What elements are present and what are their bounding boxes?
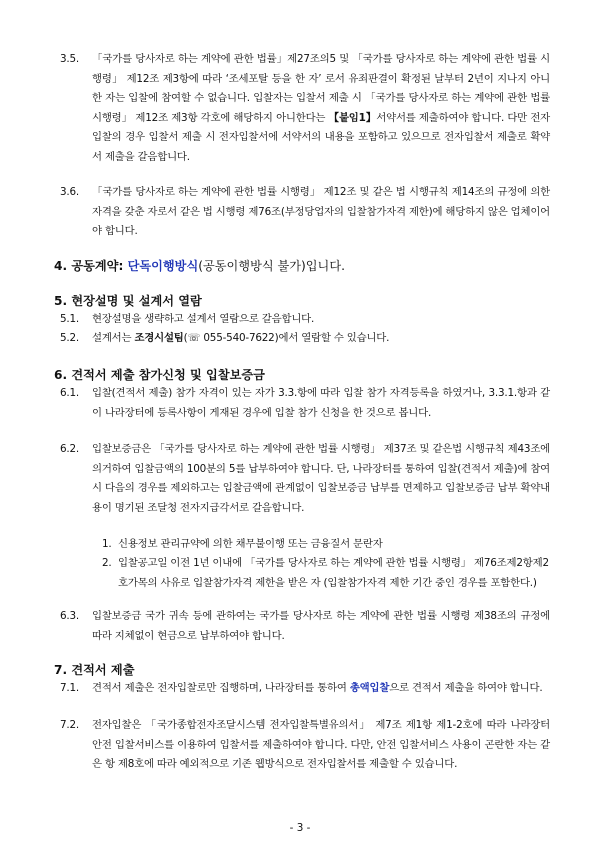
- clause-text: 견적서 제출은 전자입찰로만 집행하며, 나라장터를 통하여: [92, 682, 350, 694]
- clause-text: 입찰보증금은 「국가를 당사자로 하는 계약에 관한 법률 시행령」 제37조 및 같은법 시행규칙 제43조에 의거하여 입찰금액의 100분의 5를 납부하여야 합니다. 단, 나라장터를 통하여 입찰(견적서 제출)에 참여 시 다음의 경우를 제외하고는 입찰금액에 관계없이 입찰보증금 납부를 면제하고 입찰보증금 납부 확약내용이 명기된 조달청 전자지급각서로 갈음합니다.: [92, 443, 550, 514]
- clause-number: 3.6.: [60, 186, 80, 198]
- clause-number: 3.5.: [60, 53, 80, 65]
- clause-6-2: [60, 440, 550, 518]
- list-item: [102, 535, 557, 555]
- clause-7-1: [60, 679, 550, 699]
- clause-text: 전자입찰은 「국가종합전자조달시스템 전자입찰특별유의서」 제7조 제1항 제1-2호에 따라 나라장터 안전 입찰서비스를 이용하여 입찰서를 제출하여야 합니다. 다만, 안전 입찰서비스 사용이 곤란한 자는 같은 항 제8호에 따라 예외적으로 기존 웹방식으로 전자입찰서를 제출할 수 있습니다.: [92, 719, 550, 771]
- clause-7-2: [60, 716, 550, 775]
- clause-number: 6.2.: [60, 443, 80, 455]
- highlighted-term: 총액입찰: [349, 682, 390, 694]
- clause-5-1: [60, 310, 550, 330]
- team-name: 조경시설팀: [134, 332, 184, 344]
- clause-text: 현장설명을 생략하고 설계서 열람으로 갈음합니다.: [92, 313, 315, 325]
- list-item-number: 2.: [102, 557, 112, 569]
- list-item: [102, 554, 557, 593]
- clause-text: 입찰(견적서 제출) 참가 자격이 있는 자가 3.3.항에 따라 입찰 참가 자격등록을 하였거나, 3.3.1.항과 같이 나라장터에 등록사항이 게재된 경우에 입찰 참가 신청을 한 것으로 봅니다.: [92, 387, 550, 419]
- clause-text: 서약서를 제출하여야 합니다. 다만 전자입찰의 경우 입찰서 제출 시 전자입찰서에 서약서의 내용을 포함하고 있으므로 전자입찰서 제출로 확약서 제출을 갈음합니다.: [92, 111, 551, 163]
- section-5-heading: 5. 현장설명 및 설계서 열람: [54, 294, 202, 308]
- section-label: 4. 공동계약:: [54, 259, 124, 273]
- section-text: (공동이행방식 불가)입니다.: [198, 259, 345, 273]
- attachment-reference: 【붙임1】: [328, 111, 377, 124]
- clause-number: 5.1.: [60, 313, 80, 325]
- section-6-heading: 6. 견적서 제출 참가신청 및 입찰보증금: [54, 368, 265, 382]
- list-item-text: 신용정보 관리규약에 의한 채무불이행 또는 금융질서 문란자: [118, 538, 383, 550]
- clause-text: 으로 견적서 제출을 하여야 합니다.: [389, 682, 543, 694]
- clause-3-5: [60, 50, 550, 168]
- clause-number: 5.2.: [60, 332, 80, 344]
- highlighted-term: 단독이행방식: [127, 259, 199, 273]
- clause-number: 6.3.: [60, 610, 80, 622]
- clause-text: 「국가를 당사자로 하는 계약에 관한 법률」제27조의5 및 「국가를 당사자로 하는 계약에 관한 법률 시행령」 제12조 제3항에 따라 ‘조세포탈 등을 한 자’ 로서 유죄판결이 확정된 날부터 2년이 지나지 아니한 자는 입찰에 참여할 수 없습니다. 입찰자는 입찰서 제출 시 「국가를 당사자로 하는 계약에 관한 법률 시행령」 제12조 제3항 각호에 해당하지 아니한다는: [92, 53, 550, 124]
- section-7-heading: 7. 견적서 제출: [54, 663, 135, 677]
- clause-6-1: [60, 384, 550, 423]
- section-4-heading: [54, 257, 345, 275]
- clause-5-2: [60, 329, 550, 349]
- clause-3-6: [60, 183, 550, 242]
- clause-6-3: [60, 607, 550, 646]
- clause-number: 7.2.: [60, 719, 80, 731]
- clause-text: 입찰보증금 국가 귀속 등에 관하여는 국가를 당사자로 하는 계약에 관한 법률 시행령 제38조의 규정에 따라 지체없이 현금으로 납부하여야 합니다.: [92, 610, 550, 642]
- list-item-number: 1.: [102, 538, 112, 550]
- clause-number: 7.1.: [60, 682, 80, 694]
- clause-text: (☏ 055-540-7622)에서 열람할 수 있습니다.: [183, 332, 390, 344]
- clause-number: 6.1.: [60, 387, 80, 399]
- clause-text: 설계서는: [92, 332, 135, 344]
- clause-text: 「국가를 당사자로 하는 계약에 관한 법률 시행령」 제12조 및 같은 법 시행규칙 제14조의 규정에 의한 자격을 갖춘 자로서 같은 법 시행령 제76조(부정당업자의 입찰참가자격 제한)에 해당하지 않은 업체이어야 합니다.: [92, 186, 550, 238]
- list-item-text: 입찰공고일 이전 1년 이내에 「국가를 당사자로 하는 계약에 관한 법률 시행령」 제76조제2항제2호가목의 사유로 입찰참가자격 제한을 받은 자 (입찰참가자격 제한 기간 중인 경우를 포함한다.): [118, 557, 549, 589]
- page-number: - 3 -: [289, 822, 311, 834]
